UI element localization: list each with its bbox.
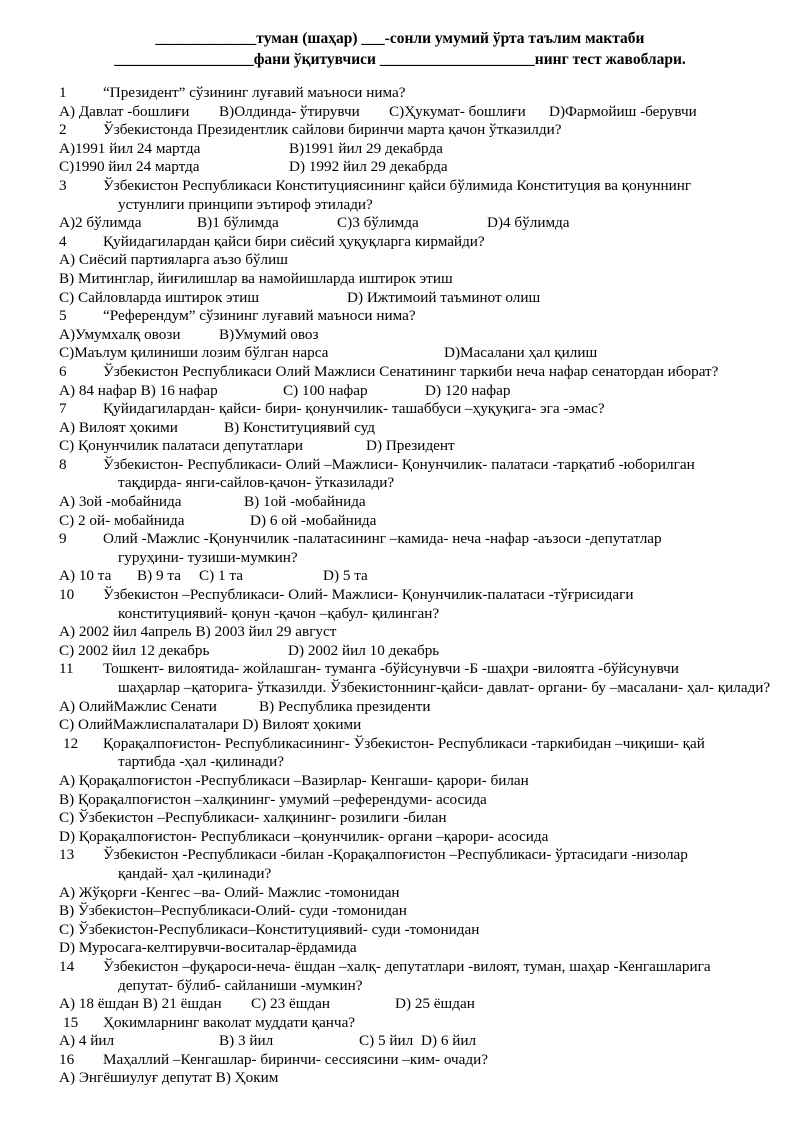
- answer-option[interactable]: В) Қорақалпоғистон –халқининг- умумий –референдуми- асосида: [59, 790, 487, 808]
- question-text: Тошкент- вилоятида- жойлашган- туманга -бўйсунувчи -Б -шаҳри -вилоятга -бўйсунувчи: [103, 660, 679, 678]
- answer-option[interactable]: А) Сиёсий партияларга аъзо бўлиш: [59, 251, 288, 269]
- question-line: [59, 735, 779, 754]
- answer-options-row: [59, 716, 779, 735]
- answer-options-row: [59, 809, 779, 828]
- answer-option[interactable]: D)4 бўлимда: [487, 214, 570, 232]
- header-line-school: _____________туман (шаҳар) ___-сонли умумий ўрта таълим мактаби: [155, 30, 645, 47]
- question-line: [59, 1051, 779, 1070]
- answer-option[interactable]: А) 84 нафар В) 16 нафар: [59, 381, 218, 399]
- question-2: [59, 121, 779, 177]
- answer-options-row: [59, 567, 779, 586]
- question-line: [59, 530, 779, 549]
- answer-option[interactable]: А) 2002 йил 4апрель В) 2003 йил 29 август: [59, 623, 337, 641]
- answer-option[interactable]: D) Президент: [366, 437, 455, 455]
- question-10: [59, 586, 779, 660]
- answer-option[interactable]: С)Ҳукумат- бошлиғи: [389, 102, 526, 120]
- answer-option[interactable]: С) Қонунчилик палатаси депутатлари: [59, 437, 304, 455]
- answer-option[interactable]: В) 3 йил: [219, 1032, 274, 1050]
- answer-options-row: [59, 382, 779, 401]
- answer-option[interactable]: D) Ижтимоий таъминот олиш: [347, 288, 541, 306]
- answer-options-row: [59, 251, 779, 270]
- question-number: 14: [59, 957, 75, 975]
- question-text: Қуйидагилардан- қайси- бири- қонунчилик- ташаббуси –ҳуқуқига- эга -эмас?: [103, 400, 605, 418]
- answer-option[interactable]: В) Ўзбекистон–Республикаси-Олий- суди -томонидан: [59, 902, 407, 920]
- question-number: 16: [59, 1050, 75, 1068]
- answer-option[interactable]: А) Вилоят ҳокими: [59, 418, 178, 436]
- answer-option[interactable]: С)Маълум қилиниши лозим бўлган нарса: [59, 344, 329, 362]
- question-line: [59, 363, 779, 382]
- question-number: 12: [63, 734, 79, 752]
- answer-option[interactable]: С) Ўзбекистон-Республикаси–Конституциявий- суди -томонидан: [59, 920, 480, 938]
- question-line: [59, 586, 779, 605]
- question-16: [59, 1051, 779, 1088]
- answer-option[interactable]: А) Давлат -бошлиғи: [59, 102, 190, 120]
- question-9: [59, 530, 779, 586]
- question-text: Ўзбекистон -Республикаси -билан -Қорақалпоғистон –Республикаси- ўртасидаги -низолар: [103, 846, 688, 864]
- answer-option[interactable]: D) Қорақалпоғистон- Республикаси –қонунчилик- органи –қарори- асосида: [59, 827, 549, 845]
- question-number: 4: [59, 232, 67, 250]
- question-text-continued: қандай- ҳал -қилинади?: [118, 864, 272, 882]
- answer-option[interactable]: В)Олдинда- ўтирувчи: [219, 102, 360, 120]
- question-line: [59, 121, 779, 140]
- answer-option[interactable]: D) 5 та: [323, 567, 368, 585]
- question-line: [59, 84, 779, 103]
- question-number: 1: [59, 84, 67, 101]
- question-line: [59, 660, 779, 679]
- question-text: Ўзбекистон –Республикаси- Олий- Мажлиси- Қонунчилик-палатаси -тўғрисидаги: [103, 586, 634, 604]
- answer-options-row: [59, 698, 779, 717]
- question-line: [59, 958, 779, 977]
- answer-option[interactable]: В) Конституциявий суд: [224, 418, 375, 436]
- answer-option[interactable]: В) Митинглар, йиғилишлар ва намойишларда иштирок этиш: [59, 269, 453, 287]
- answer-option[interactable]: D)Масалани ҳал қилиш: [444, 344, 598, 362]
- question-number: 10: [59, 586, 75, 604]
- answer-options-row: [59, 158, 779, 177]
- question-15: [59, 1014, 779, 1051]
- answer-option[interactable]: D) 6 йил: [421, 1032, 477, 1050]
- question-text: Ҳокимларнинг ваколат муддати қанча?: [103, 1013, 356, 1031]
- answer-option[interactable]: В) 9 та: [137, 567, 181, 585]
- answer-options-row: [59, 493, 779, 512]
- answer-option[interactable]: А) 4 йил: [59, 1032, 115, 1050]
- answer-options-row: [59, 512, 779, 531]
- answer-options-row: [59, 995, 779, 1014]
- question-number: 3: [59, 176, 67, 194]
- answer-options-row: [59, 214, 779, 233]
- answer-options-row: [59, 828, 779, 847]
- answer-options-row: [59, 902, 779, 921]
- question-text: Ўзбекистонда Президентлик сайлови биринчи марта қачон ўтказилди?: [103, 121, 562, 139]
- answer-option[interactable]: А) Энгёшиулуғ депутат В) Ҳоким: [59, 1069, 279, 1087]
- header-line-teacher: __________________фани ўқитувчиси ____________________нинг тест жавоблари.: [114, 51, 686, 68]
- answer-option[interactable]: С) Сайловларда иштирок этиш: [59, 288, 260, 306]
- answer-option[interactable]: С) 5 йил: [359, 1032, 414, 1050]
- answer-options-row: [59, 939, 779, 958]
- question-text: Қорақалпоғистон- Республикасининг- Ўзбекистон- Республикаси -таркибидан –чиқиши- қай: [103, 734, 705, 752]
- answer-options-row: [59, 642, 779, 661]
- answer-options-row: [59, 289, 779, 308]
- question-text-continued: депутат- бўлиб- сайланиши -мумкин?: [118, 976, 363, 994]
- question-text: Олий -Мажлис -Қонунчилик -палатасининг –камида- неча -нафар -аъзоси -депутатлар: [103, 530, 662, 548]
- answer-options-row: [59, 884, 779, 903]
- question-line: [59, 846, 779, 865]
- answer-option[interactable]: С)3 бўлимда: [337, 214, 419, 232]
- answer-option[interactable]: А)Умумхалқ овози: [59, 325, 181, 343]
- answer-option[interactable]: D) 120 нафар: [425, 381, 511, 399]
- question-7: [59, 400, 779, 456]
- question-3: [59, 177, 779, 233]
- question-number: 9: [59, 530, 67, 548]
- question-6: [59, 363, 779, 400]
- answer-option[interactable]: В) 1ой -мобайнида: [244, 493, 366, 511]
- question-text-continued: тартибда -ҳал -қилинади?: [118, 753, 284, 771]
- answer-option[interactable]: А)2 бўлимда: [59, 214, 142, 232]
- question-number: 7: [59, 400, 67, 418]
- question-14: [59, 958, 779, 1014]
- question-line: [59, 177, 779, 196]
- answer-option[interactable]: С) 100 нафар: [283, 381, 368, 399]
- answer-options-row: [59, 140, 779, 159]
- answer-option[interactable]: С)1990 йил 24 мартда: [59, 158, 200, 176]
- question-line: [59, 400, 779, 419]
- answer-options-row: [59, 623, 779, 642]
- answer-option[interactable]: А) Жўқорғи -Кенгес –ва- Олий- Мажлис -томонидан: [59, 883, 400, 901]
- question-text-continued: гуруҳини- тузиши-мумкин?: [118, 548, 298, 566]
- question-text-continued: шаҳарлар –қаторига- ўтказилди. Ўзбекистоннинг-қайси- давлат- органи- бу –масалани- ҳал- қилади?: [118, 679, 771, 696]
- question-text: Қуйидагилардан қайси бири сиёсий ҳуқуқларга кирмайди?: [103, 232, 485, 250]
- question-12: [59, 735, 779, 847]
- question-1: [59, 84, 779, 121]
- answer-option[interactable]: D) 25 ёшдан: [395, 995, 475, 1013]
- question-text: “Референдум” сўзининг луғавий маъноси нима?: [103, 307, 416, 325]
- answer-option[interactable]: D) 6 ой -мобайнида: [250, 511, 377, 529]
- answer-options-row: [59, 437, 779, 456]
- answer-options-row: [59, 1032, 779, 1051]
- question-number: 2: [59, 121, 67, 139]
- question-number: 11: [59, 660, 74, 678]
- question-number: 15: [63, 1013, 79, 1031]
- answer-options-row: [59, 344, 779, 363]
- answer-option[interactable]: D)Фармойиш -берувчи: [549, 102, 697, 120]
- question-text: “Президент” сўзининг луғавий маъноси нима?: [103, 84, 406, 101]
- answer-options-row: [59, 419, 779, 438]
- question-number: 8: [59, 455, 67, 473]
- question-8: [59, 456, 779, 530]
- question-line: [59, 1014, 779, 1033]
- question-line: [59, 307, 779, 326]
- answer-option[interactable]: В)Умумий овоз: [219, 325, 319, 343]
- question-text: Ўзбекистон- Республикаси- Олий –Мажлиси- Қонунчилик- палатаси -тарқатиб -юборилган: [103, 455, 695, 473]
- answer-options-row: [59, 772, 779, 791]
- question-4: [59, 233, 779, 307]
- question-line: [59, 456, 779, 475]
- answer-options-row: [59, 1069, 779, 1088]
- answer-option[interactable]: В)1 бўлимда: [197, 214, 279, 232]
- question-text: Ўзбекистон Республикаси Олий Мажлиси Сенатининг таркиби неча нафар сенатордан иборат?: [103, 362, 719, 380]
- answer-option[interactable]: В)1991 йил 29 декабрда: [289, 139, 443, 157]
- question-11: [59, 660, 779, 734]
- answer-option[interactable]: С) 23 ёшдан: [251, 995, 331, 1013]
- question-number: 5: [59, 307, 67, 325]
- answer-options-row: [59, 270, 779, 289]
- question-13: [59, 846, 779, 958]
- question-text: Маҳаллий –Кенгашлар- биринчи- сессиясини –ким- очади?: [103, 1050, 488, 1068]
- answer-option[interactable]: С) 2002 йил 12 декабрь: [59, 641, 210, 659]
- answer-options-row: [59, 103, 779, 122]
- answer-option[interactable]: А) ОлийМажлис Сенати: [59, 697, 217, 715]
- answer-option[interactable]: А) 3ой -мобайнида: [59, 493, 182, 511]
- document-header: [0, 28, 800, 70]
- answer-option[interactable]: А) Қорақалпоғистон -Республикаси –Вазирлар- Кенгаши- қарори- билан: [59, 771, 529, 789]
- question-number: 6: [59, 362, 67, 380]
- questions-list: [59, 84, 779, 1088]
- answer-options-row: [59, 791, 779, 810]
- question-text: Ўзбекистон –фуқароси-неча- ёшдан –халқ- депутатлари -вилоят, туман, шаҳар -Кенгашларига: [103, 957, 711, 975]
- answer-option[interactable]: D) 1992 йил 29 декабрда: [289, 158, 448, 176]
- answer-option[interactable]: С) 1 та: [199, 567, 243, 585]
- answer-option[interactable]: В) Республика президенти: [259, 697, 431, 715]
- answer-options-row: [59, 921, 779, 940]
- question-number: 13: [59, 846, 75, 864]
- question-text: Ўзбекистон Республикаси Конституциясининг қайси бўлимида Конституция ва қонуннинг: [103, 176, 692, 194]
- answer-option[interactable]: D) Муросага-келтирувчи-воситалар-ёрдамида: [59, 939, 357, 957]
- question-text-continued: тақдирда- янги-сайлов-қачон- ўтказилади?: [118, 474, 395, 492]
- question-5: [59, 307, 779, 363]
- answer-option[interactable]: С) 2 ой- мобайнида: [59, 511, 185, 529]
- answer-option[interactable]: А)1991 йил 24 мартда: [59, 139, 201, 157]
- answer-option[interactable]: С) ОлийМажлиспалаталари D) Вилоят ҳокими: [59, 716, 362, 734]
- answer-option[interactable]: С) Ўзбекистон –Республикаси- халқининг- розилиги -билан: [59, 809, 447, 827]
- question-line: [59, 233, 779, 252]
- question-text-continued: конституциявий- қонун -қачон –қабул- қилинган?: [118, 604, 440, 622]
- answer-option[interactable]: А) 10 та: [59, 567, 112, 585]
- answer-option[interactable]: D) 2002 йил 10 декабрь: [288, 641, 440, 659]
- question-text-continued: устунлиги принципи эътироф этилади?: [118, 195, 373, 213]
- answer-option[interactable]: А) 18 ёшдан В) 21 ёшдан: [59, 995, 222, 1013]
- answer-options-row: [59, 326, 779, 345]
